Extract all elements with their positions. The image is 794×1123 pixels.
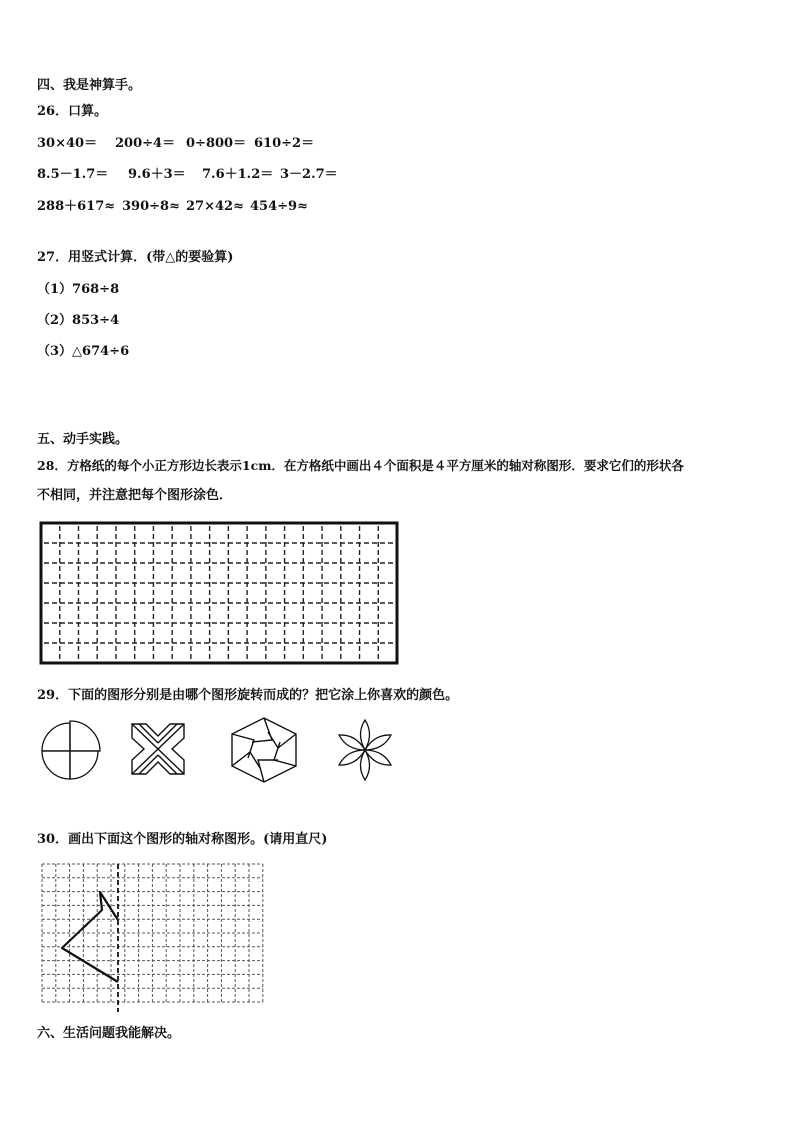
calc-item: 3－2.7＝ [280, 167, 338, 182]
vertical-calc-item: （3）△674÷6 [37, 344, 130, 359]
question-29-title: 29．下面的图形分别是由哪个图形旋转而成的？把它涂上你喜欢的颜色。 [37, 688, 459, 703]
calc-item: 8.5－1.7＝ [37, 167, 109, 182]
question-26-title: 26．口算。 [37, 104, 108, 119]
symmetry-grid [40, 862, 274, 1014]
section-5-heading: 五、动手实践。 [37, 432, 129, 447]
vertical-calc-item: （1）768÷8 [37, 282, 120, 297]
calc-item: 30×40＝ [37, 136, 98, 151]
calc-item: 27×42≈ [186, 199, 244, 214]
calc-item: 288＋617≈ [37, 199, 116, 214]
calc-item: 454÷9≈ [250, 199, 308, 214]
pinwheel-figure [38, 720, 104, 782]
question-27-title: 27．用竖式计算．(带△的要验算) [37, 250, 234, 265]
cross-figure [130, 722, 186, 776]
question-28-line-2: 不相同，并注意把每个图形涂色． [37, 488, 233, 503]
calc-item: 7.6＋1.2＝ [202, 167, 274, 182]
calc-item: 9.6＋3＝ [128, 167, 186, 182]
calc-item: 0÷800＝ [186, 136, 247, 151]
calc-item: 390÷8≈ [122, 199, 180, 214]
grid-paper [40, 522, 398, 664]
section-4-heading: 四、我是神算手。 [37, 78, 142, 93]
vertical-calc-item: （2）853÷4 [37, 313, 120, 328]
calc-item: 200÷4＝ [115, 136, 176, 151]
section-6-heading: 六、生活问题我能解决。 [37, 1026, 181, 1041]
question-28-line-1: 28．方格纸的每个小正方形边长表示1cm．在方格纸中画出４个面积是４平方厘米的轴对称图形．要求它们的形状各 [37, 458, 684, 473]
hexagon-figure [228, 716, 300, 784]
question-30-title: 30．画出下面这个图形的轴对称图形。(请用直尺) [37, 832, 328, 847]
calc-item: 610÷2＝ [254, 136, 315, 151]
flower-figure [332, 718, 398, 782]
